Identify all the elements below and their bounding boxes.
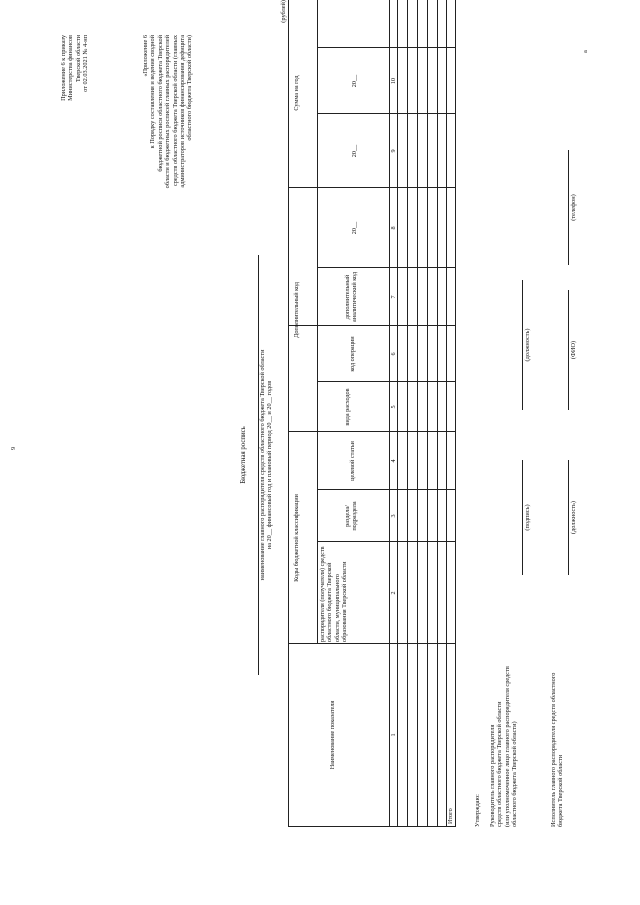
column-number: 3	[390, 514, 397, 518]
header-col6: код операции	[349, 336, 356, 372]
approved-label: Утверждаю:	[474, 794, 481, 827]
header-col7: дополнительный аналитический код	[344, 272, 359, 322]
column-number: 9	[390, 149, 397, 153]
table-col-divider	[317, 47, 455, 48]
units-label: (рублей)	[280, 0, 287, 23]
column-number: 2	[390, 591, 397, 595]
table-col-divider	[289, 325, 455, 326]
column-number: 1	[390, 733, 397, 737]
approver-title-line: средств областного бюджета Тверской области	[496, 701, 504, 827]
executor-name-caption: (ФИО)	[570, 340, 577, 360]
table-col-divider	[289, 431, 455, 432]
approver-position-caption: (должность)	[524, 328, 531, 362]
approver-signature-caption: (подпись)	[524, 504, 531, 531]
column-number: 8	[390, 226, 397, 230]
procedure-appendix-line: средств областного бюджета Тверской области (главных	[171, 35, 179, 187]
procedure-appendix-line: «Приложение 6	[142, 35, 149, 77]
table-row-rule	[407, 0, 408, 826]
procedure-appendix-line: области и бюджетных росписей главных распорядителей	[164, 35, 172, 189]
executor-phone-caption: (телефон)	[570, 194, 577, 221]
header-indicator-name: Наименование показателя	[329, 700, 336, 770]
table-col-divider	[317, 489, 455, 490]
column-number: 6	[390, 352, 397, 356]
header-codes-group: Коды бюджетной классификации	[293, 494, 300, 582]
table-col-divider	[317, 541, 455, 542]
header-extra-code-group: Дополнительный код	[293, 282, 300, 338]
column-number: 7	[390, 295, 397, 299]
approver-title-block	[489, 577, 519, 827]
table-col-divider	[289, 643, 455, 644]
total-label: Итого	[447, 808, 454, 824]
column-number: 5	[390, 405, 397, 409]
executor-position-line	[568, 460, 569, 575]
executor-position-caption: (должность)	[570, 500, 577, 535]
table-col-divider	[317, 267, 455, 268]
table-col-divider	[317, 113, 455, 114]
organization-name-caption: наименование главного распорядителя средств областного бюджета Тверской области	[259, 349, 266, 581]
executor-title-line: бюджета Тверской области	[557, 754, 565, 827]
table-col-divider	[317, 381, 455, 382]
order-appendix-line: Министерства финансов	[67, 35, 75, 101]
column-number: 10	[390, 77, 397, 85]
page-number: 9	[10, 446, 17, 450]
approver-title-line: областного бюджета Тверской области)	[511, 721, 519, 827]
executor-phone-line	[568, 150, 569, 265]
header-col2: распорядителя (получателя) средств областного бюджета Тверской области, муниципального образования Тверской области	[319, 546, 348, 642]
header-col9: 20__	[351, 144, 358, 158]
corner-mark: а	[582, 50, 589, 53]
order-appendix-line: Приложение 6 к приказу	[60, 35, 67, 101]
header-sum-group: Сумма на год	[293, 75, 300, 111]
order-appendix-block	[60, 35, 90, 205]
table-row-rule	[417, 0, 418, 826]
header-col5: вида расходов	[344, 388, 351, 426]
approver-signature-line	[522, 460, 523, 575]
procedure-appendix-line: бюджетной росписи областного бюджета Тверской	[156, 35, 164, 172]
approver-position-line	[522, 280, 523, 410]
header-col4: целевой статьи	[349, 441, 356, 481]
executor-name-line	[568, 290, 569, 410]
table-row-rule	[427, 0, 428, 826]
executor-title-line: Исполнитель главного распорядителя средств областного	[550, 672, 557, 827]
header-col8: 20__	[351, 221, 358, 235]
document-title: Бюджетная роспись	[240, 426, 247, 484]
procedure-appendix-line: к Порядку составления и ведения сводной	[149, 35, 157, 149]
table-row-rule	[437, 0, 438, 826]
procedure-appendix-line: администраторов источников финансирования дефицита	[179, 35, 187, 188]
table-row-rule	[397, 0, 398, 826]
approver-title-line: (или уполномоченное лицо главного распорядителя средств	[503, 666, 511, 827]
column-number: 4	[390, 459, 397, 463]
approver-title-line: Руководитель главного распорядителя	[489, 724, 496, 827]
procedure-appendix-line: областного бюджета Тверской области)	[186, 35, 194, 141]
order-appendix-line: от 02.03.2021 № 4-нп	[82, 35, 90, 92]
header-col10: 20__	[351, 74, 358, 88]
table-group-rule	[317, 0, 318, 644]
table-row-rule	[446, 0, 447, 826]
order-appendix-line: Тверской области	[74, 35, 82, 83]
budget-table	[288, 0, 456, 827]
table-col-divider	[289, 187, 455, 188]
executor-title-block	[550, 567, 565, 827]
procedure-appendix-block	[142, 35, 194, 305]
header-col3: раздела/ подраздела	[344, 501, 359, 531]
period-text: на 20__ финансовый год и плановый период 20__ и 20__ годов	[266, 380, 273, 550]
